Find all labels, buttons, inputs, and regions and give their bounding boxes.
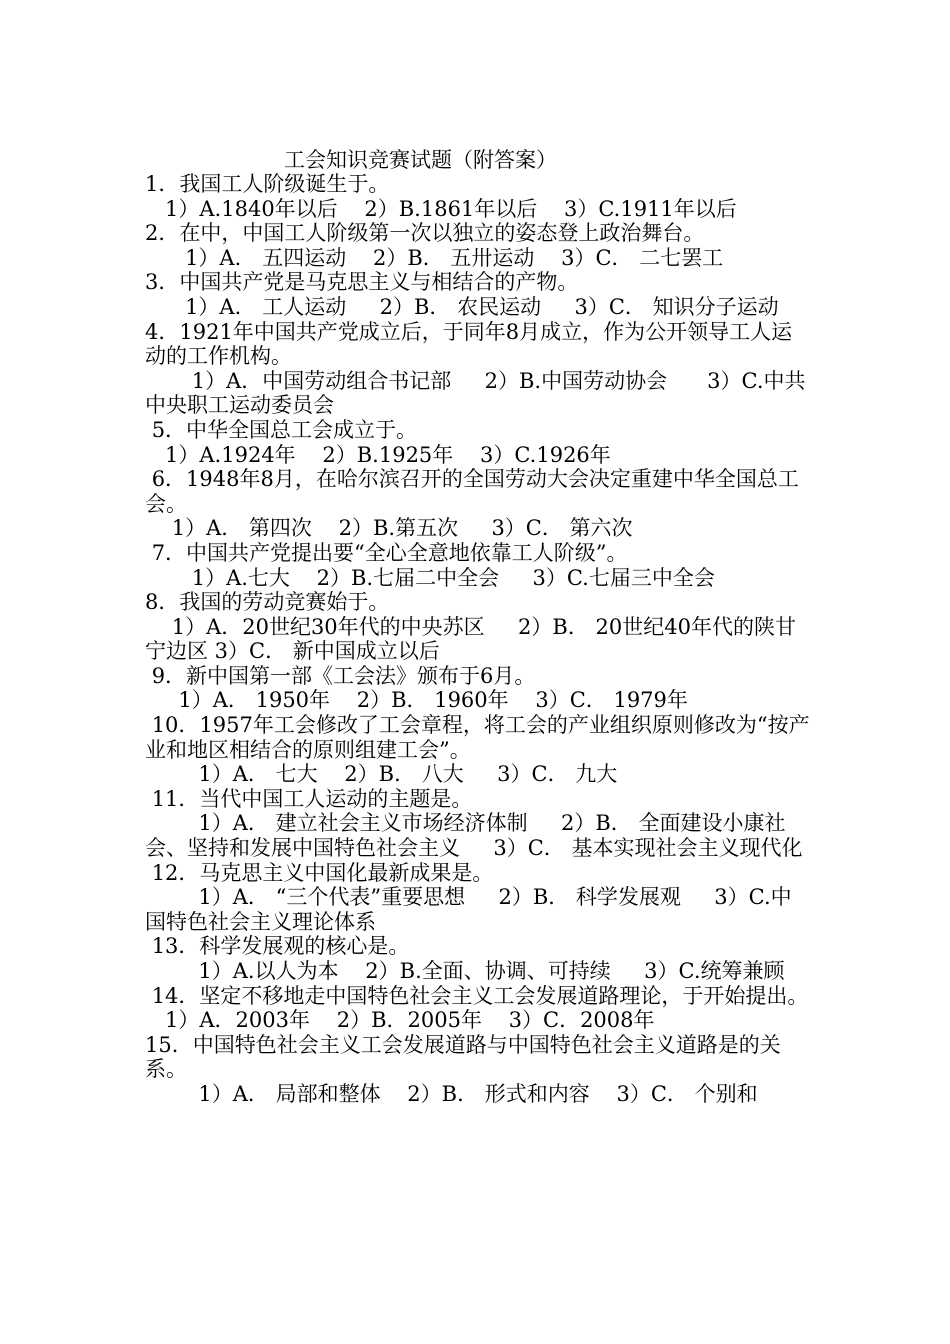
question-options: 1）A． 工人运动 2）B． 农民运动 3）C． 知识分子运动 [145, 294, 779, 319]
question-text: 2．在中，中国工人阶级第一次以独立的姿态登上政治舞台。 [145, 221, 705, 246]
question-list [145, 172, 810, 1107]
question-options: 1）A． 第四次 2）B.第五次 3）C． 第六次 [145, 516, 633, 541]
question-7 [145, 541, 810, 590]
question-15 [145, 1033, 810, 1107]
question-text: 10．1957年工会修改了工会章程，将工会的产业组织原则修改为“按产业和地区相结合的原则组建工会”。 [145, 713, 810, 762]
question-10 [145, 713, 810, 787]
question-13 [145, 934, 810, 983]
question-text: 14．坚定不移地走中国特色社会主义工会发展道路理论，于开始提出。 [145, 983, 809, 1008]
question-options: 1）A．2003年 2）B．2005年 3）C．2008年 [145, 1008, 655, 1033]
question-options: 1）A.以人为本 2）B.全面、协调、可持续 3）C.统筹兼顾 [145, 959, 785, 983]
question-options: 1）A.1924年 2）B.1925年 3）C.1926年 [145, 442, 611, 467]
question-options: 1）A． 七大 2）B． 八大 3）C． 九大 [145, 762, 618, 787]
question-options: 1）A． 五四运动 2）B． 五卅运动 3）C． 二七罢工 [145, 245, 724, 270]
question-14 [145, 984, 810, 1033]
question-9 [145, 664, 810, 713]
question-text: 9．新中国第一部《工会法》颁布于6月。 [145, 663, 536, 688]
question-options: 1）A．中国劳动组合书记部 2）B.中国劳动协会 3）C.中共中央职工运动委员会 [145, 368, 806, 418]
question-options: 1）A． 建立社会主义市场经济体制 2）B． 全面建设小康社会、坚持和发展中国特色社会主义 3）C． 基本实现社会主义现代化 [145, 811, 803, 861]
question-4 [145, 320, 810, 418]
question-text: 3．中国共产党是马克思主义与相结合的产物。 [145, 270, 579, 295]
question-options: 1）A． “三个代表”重要思想 2）B． 科学发展观 3）C.中国特色社会主义理论体系 [145, 885, 792, 934]
question-text: 8．我国的劳动竞赛始于。 [145, 590, 390, 615]
question-options: 1）A.七大 2）B.七届二中全会 3）C.七届三中全会 [145, 565, 715, 590]
question-text: 11．当代中国工人运动的主题是。 [145, 786, 473, 811]
question-2 [145, 221, 810, 270]
question-text: 7．中国共产党提出要“全心全意地依靠工人阶级”。 [145, 540, 628, 565]
question-options: 1）A.1840年以后 2）B.1861年以后 3）C.1911年以后 [145, 196, 737, 221]
question-text: 1．我国工人阶级诞生于。 [145, 172, 390, 196]
question-text: 5．中华全国总工会成立于。 [145, 417, 418, 442]
question-text: 15．中国特色社会主义工会发展道路与中国特色社会主义道路是的关系。 [145, 1032, 781, 1082]
question-text: 4．1921年中国共产党成立后，于同年8月成立，作为公开领导工人运动的工作机构。 [145, 319, 793, 369]
page-title: 工会知识竞赛试题（附答案） [284, 148, 557, 172]
question-5 [145, 418, 810, 467]
question-3 [145, 270, 810, 319]
question-text: 12．马克思主义中国化最新成果是。 [145, 860, 494, 885]
question-text: 13．科学发展观的核心是。 [145, 934, 410, 959]
question-1 [145, 172, 810, 221]
question-options: 1）A． 1950年 2）B． 1960年 3）C． 1979年 [145, 688, 688, 713]
question-6 [145, 467, 810, 541]
question-options: 1）A． 局部和整体 2）B． 形式和内容 3）C． 个别和 [145, 1081, 758, 1106]
question-8 [145, 590, 810, 664]
question-12 [145, 861, 810, 935]
question-text: 6．1948年8月，在哈尔滨召开的全国劳动大会决定重建中华全国总工会。 [145, 467, 799, 516]
question-options: 1）A．20世纪30年代的中央苏区 2）B． 20世纪40年代的陕甘宁边区 3）C． 新中国成立以后 [145, 614, 796, 664]
question-11 [145, 787, 810, 861]
